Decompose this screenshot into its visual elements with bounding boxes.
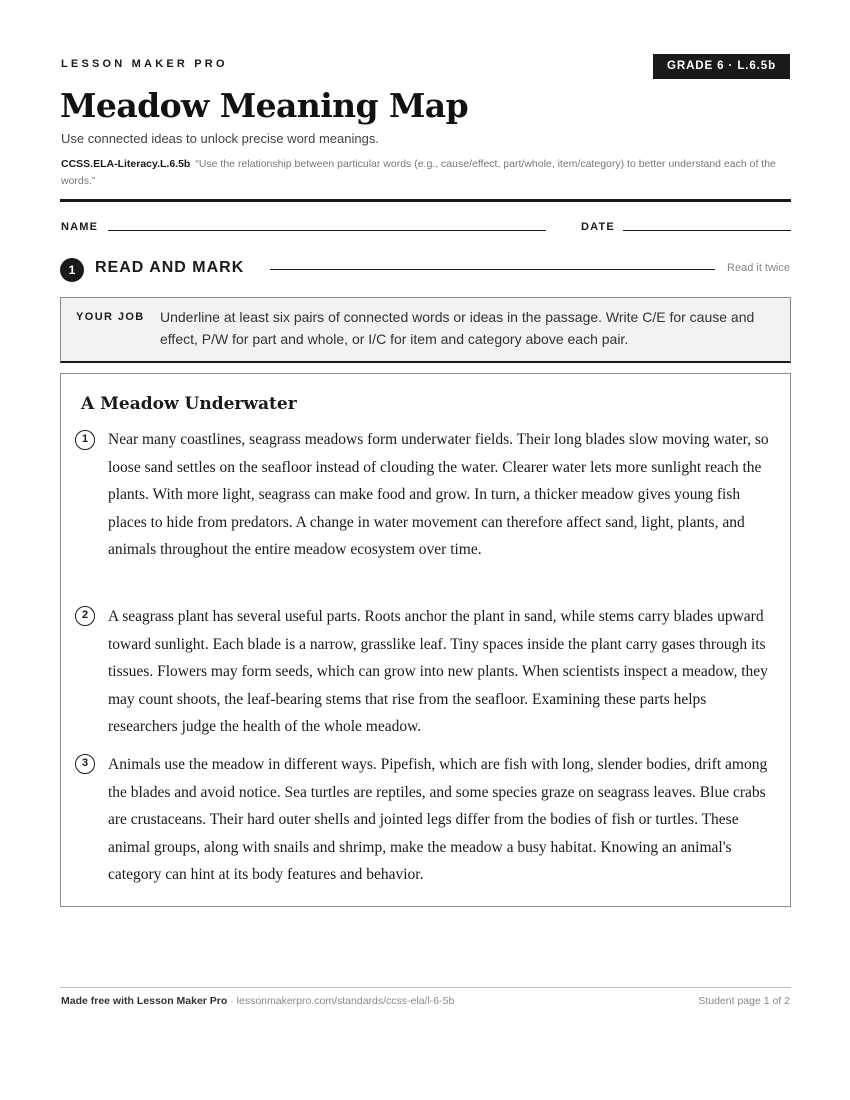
page-subtitle: Use connected ideas to unlock precise word meanings. xyxy=(61,131,379,146)
footer-credit xyxy=(61,995,454,1007)
section-title: READ AND MARK xyxy=(95,259,245,276)
section-note: Read it twice xyxy=(727,262,790,274)
passage-paragraph-2: A seagrass plant has several useful parts. Roots anchor the plant in sand, while stems carry blades upward toward sunlight. Each blade is a narrow, grasslike leaf. Tiny spaces inside the plant carry gases through its tissues. Flowers may form seeds, which can grow into new plants. When scientists inspect a meadow, they may count shoots, the leaf-bearing stems that rise from the seafloor. Examining these parts helps researchers judge the health of the whole meadow. xyxy=(108,608,768,736)
passage-paragraph-3: Animals use the meadow in different ways. Pipefish, which are fish with long, slender bodies, drift among the blades and avoid notice. Sea turtles are reptiles, and some species graze on seagrass leaves. Blue crabs are crustaceans. Their hard outer shells and jointed legs differ from the bodies of fish or turtles. These animal groups, along with snails and shrimp, make the meadow a busy habitat. Knowing an animal's category can hint at its body features and behavior. xyxy=(108,756,768,884)
paragraph-number-3: 3 xyxy=(75,754,95,774)
brand-name: LESSON MAKER PRO xyxy=(61,58,228,70)
paragraph-number-1: 1 xyxy=(75,430,95,450)
name-field[interactable] xyxy=(108,230,546,231)
passage-title: A Meadow Underwater xyxy=(81,394,297,414)
standard-citation xyxy=(61,156,791,190)
footer-made-with: Made free with Lesson Maker Pro xyxy=(61,995,228,1007)
job-instructions-box xyxy=(60,297,791,363)
standard-code: CCSS.ELA-Literacy.L.6.5b xyxy=(61,158,191,170)
paragraph-number-2: 2 xyxy=(75,606,95,626)
section-number-badge: 1 xyxy=(60,258,84,282)
header-divider xyxy=(60,199,791,202)
passage-paragraph-1: Near many coastlines, seagrass meadows form underwater fields. Their long blades slow moving water, so loose sand settles on the seafloor instead of clouding the water. Clearer water lets more sunlight reach the plants. With more light, seagrass can make food and grow. In turn, a thicker meadow gives young fish places to hide from predators. A change in water movement can therefore affect sand, light, plants, and animals throughout the entire meadow ecosystem over time. xyxy=(108,431,769,559)
job-label: YOUR JOB xyxy=(76,311,145,323)
page-title: Meadow Meaning Map xyxy=(60,86,469,125)
standard-quote: “Use the relationship between particular words (e.g., cause/effect, part/whole, item/category) to better understand each of the words.” xyxy=(61,158,776,187)
name-label: NAME xyxy=(61,221,99,233)
footer-divider xyxy=(60,987,791,988)
footer-url[interactable]: · lessonmakerpro.com/standards/ccss-ela/l-6-5b xyxy=(227,995,455,1007)
date-field[interactable] xyxy=(623,230,791,231)
footer-page-number: Student page 1 of 2 xyxy=(698,995,790,1007)
date-label: DATE xyxy=(581,221,615,233)
section-divider xyxy=(270,269,715,270)
grade-badge: GRADE 6 · L.6.5b xyxy=(653,54,790,79)
passage-box xyxy=(60,373,791,907)
job-text: Underline at least six pairs of connected words or ideas in the passage. Write C/E for cause and effect, P/W for part and whole, or I/C for item and category above each pair. xyxy=(160,309,755,347)
